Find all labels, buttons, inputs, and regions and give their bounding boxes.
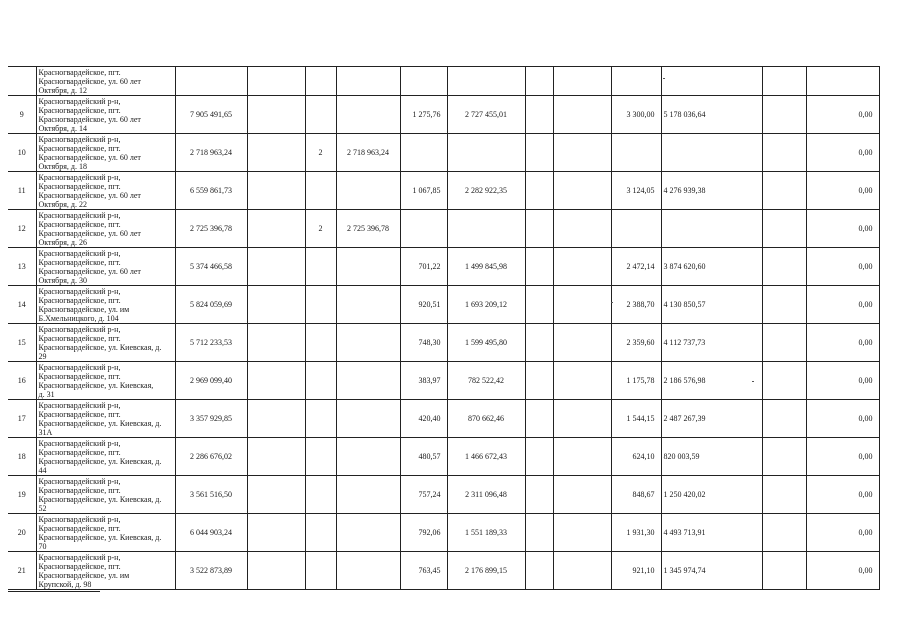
cell-c7: 782 522,42 bbox=[447, 362, 525, 400]
cell-total: 2 725 396,78 bbox=[175, 210, 247, 248]
cell-c4: 2 bbox=[305, 134, 336, 172]
cell-c5 bbox=[336, 248, 400, 286]
cell-c12 bbox=[762, 210, 806, 248]
cell-c4 bbox=[305, 476, 336, 514]
cell-last: 0,00 bbox=[806, 248, 879, 286]
cell-c9 bbox=[553, 362, 611, 400]
table-body bbox=[8, 67, 879, 590]
cell-c10: 848,67 bbox=[611, 476, 661, 514]
cell-c5 bbox=[336, 552, 400, 590]
cell-last: 0,00 bbox=[806, 400, 879, 438]
address-line: Октября, д. 12 bbox=[38, 86, 87, 95]
cell-last: 0,00 bbox=[806, 96, 879, 134]
address-line: Красногвардейское, пгт. bbox=[38, 258, 121, 267]
table-row bbox=[8, 324, 879, 362]
cell-c4 bbox=[305, 67, 336, 96]
address-cell bbox=[36, 552, 175, 590]
address-line: Красногвардейское, ул. Киевская, д. bbox=[38, 343, 162, 352]
address-line: Красногвардейский р-н, bbox=[38, 97, 121, 106]
cell-c11: 4 276 939,38 bbox=[661, 172, 762, 210]
cell-last: 0,00 bbox=[806, 324, 879, 362]
cell-c9 bbox=[553, 476, 611, 514]
cell-c10: 624,10 bbox=[611, 438, 661, 476]
address-line: Красногвардейское, ул. Киевская, д. bbox=[38, 419, 162, 428]
cell-c3 bbox=[247, 400, 305, 438]
cell-c8 bbox=[525, 248, 553, 286]
cell-c4: 2 bbox=[305, 210, 336, 248]
address-line: Красногвардейское, пгт. bbox=[38, 106, 121, 115]
cell-total: 5 712 233,53 bbox=[175, 324, 247, 362]
address-line: 31А bbox=[38, 428, 53, 437]
cell-c5: 2 718 963,24 bbox=[336, 134, 400, 172]
row-number: 18 bbox=[8, 438, 36, 476]
cell-c11: 1 250 420,02 bbox=[661, 476, 762, 514]
address-line: Красногвардейское, пгт. bbox=[38, 524, 121, 533]
address-line: Октября, д. 30 bbox=[38, 276, 87, 285]
cell-c6 bbox=[400, 134, 447, 172]
cell-last: 0,00 bbox=[806, 172, 879, 210]
table-row bbox=[8, 172, 879, 210]
cell-c3 bbox=[247, 210, 305, 248]
address-line: Крупской, д. 98 bbox=[38, 580, 92, 589]
address-line: Октября, д. 22 bbox=[38, 200, 87, 209]
cell-c7: 1 499 845,98 bbox=[447, 248, 525, 286]
table-row bbox=[8, 96, 879, 134]
address-line: Б.Хмельницкого, д. 104 bbox=[38, 314, 119, 323]
row-number: 21 bbox=[8, 552, 36, 590]
cell-c10: 2 359,60 bbox=[611, 324, 661, 362]
cell-c4 bbox=[305, 286, 336, 324]
cell-c11: 820 003,59 bbox=[661, 438, 762, 476]
address-line: Красногвардейский р-н, bbox=[38, 477, 121, 486]
cell-c9 bbox=[553, 96, 611, 134]
row-number: 9 bbox=[8, 96, 36, 134]
address-line: Красногвардейское, ул. 60 лет bbox=[38, 115, 141, 124]
cell-c7: 2 176 899,15 bbox=[447, 552, 525, 590]
address-cell bbox=[36, 362, 175, 400]
cell-c6: 1 067,85 bbox=[400, 172, 447, 210]
row-number: 20 bbox=[8, 514, 36, 552]
cell-c7: 2 282 922,35 bbox=[447, 172, 525, 210]
address-line: Красногвардейский р-н, bbox=[38, 363, 121, 372]
cell-c5 bbox=[336, 286, 400, 324]
cell-total: 6 559 861,73 bbox=[175, 172, 247, 210]
cell-c6: 763,45 bbox=[400, 552, 447, 590]
cell-last: 0,00 bbox=[806, 514, 879, 552]
scan-speck bbox=[663, 78, 665, 79]
table-row bbox=[8, 400, 879, 438]
address-line: Красногвардейское, ул. 60 лет bbox=[38, 153, 141, 162]
cell-c7 bbox=[447, 210, 525, 248]
cell-c10: 3 124,05 bbox=[611, 172, 661, 210]
cell-c3 bbox=[247, 286, 305, 324]
cell-total: 5 824 059,69 bbox=[175, 286, 247, 324]
cell-c8 bbox=[525, 400, 553, 438]
cell-total: 2 718 963,24 bbox=[175, 134, 247, 172]
address-line: Красногвардейское, пгт. bbox=[38, 410, 121, 419]
cell-c4 bbox=[305, 514, 336, 552]
address-cell bbox=[36, 514, 175, 552]
row-number: 16 bbox=[8, 362, 36, 400]
cell-last: 0,00 bbox=[806, 552, 879, 590]
cell-c12 bbox=[762, 514, 806, 552]
cell-c12 bbox=[762, 248, 806, 286]
address-cell bbox=[36, 210, 175, 248]
address-line: Красногвардейское, ул. Киевская, д. bbox=[38, 495, 162, 504]
address-line: Красногвардейское, ул. Киевская, д. bbox=[38, 457, 162, 466]
address-line: Красногвардейское, ул. 60 лет bbox=[38, 267, 141, 276]
cell-c6: 748,30 bbox=[400, 324, 447, 362]
table-row bbox=[8, 210, 879, 248]
cell-c3 bbox=[247, 324, 305, 362]
cell-c8 bbox=[525, 286, 553, 324]
cell-total: 3 561 516,50 bbox=[175, 476, 247, 514]
cell-c11: 3 874 620,60 bbox=[661, 248, 762, 286]
cell-c6: 920,51 bbox=[400, 286, 447, 324]
cell-c4 bbox=[305, 172, 336, 210]
cell-c3 bbox=[247, 362, 305, 400]
cell-c6: 1 275,76 bbox=[400, 96, 447, 134]
cell-c6 bbox=[400, 67, 447, 96]
address-cell bbox=[36, 438, 175, 476]
cell-c9 bbox=[553, 172, 611, 210]
address-line: Октября, д. 14 bbox=[38, 124, 87, 133]
cell-c4 bbox=[305, 400, 336, 438]
cell-c12 bbox=[762, 67, 806, 96]
cell-c3 bbox=[247, 476, 305, 514]
cell-c12 bbox=[762, 324, 806, 362]
cell-c9 bbox=[553, 248, 611, 286]
table-row bbox=[8, 438, 879, 476]
address-line: Красногвардейское, пгт. bbox=[38, 562, 121, 571]
cell-c12 bbox=[762, 96, 806, 134]
address-line: Красногвардейское, пгт. bbox=[38, 144, 121, 153]
cell-total: 7 905 491,65 bbox=[175, 96, 247, 134]
cell-c10: 1 544,15 bbox=[611, 400, 661, 438]
cell-c10: 1 175,78 bbox=[611, 362, 661, 400]
cell-c7: 1 551 189,33 bbox=[447, 514, 525, 552]
cell-c11 bbox=[661, 210, 762, 248]
cell-c9 bbox=[553, 324, 611, 362]
cell-c11: 4 112 737,73 bbox=[661, 324, 762, 362]
cell-c6: 383,97 bbox=[400, 362, 447, 400]
cell-c9 bbox=[553, 286, 611, 324]
cell-c10: 1 931,30 bbox=[611, 514, 661, 552]
address-line: Красногвардейское, пгт. bbox=[38, 372, 121, 381]
cell-c3 bbox=[247, 438, 305, 476]
table-row bbox=[8, 286, 879, 324]
cell-c5 bbox=[336, 438, 400, 476]
row-number: 15 bbox=[8, 324, 36, 362]
address-line: Красногвардейское, ул. им bbox=[38, 571, 130, 580]
cell-c10: 2 388,70 bbox=[611, 286, 661, 324]
cell-c5 bbox=[336, 96, 400, 134]
row-number: 12 bbox=[8, 210, 36, 248]
table-row bbox=[8, 514, 879, 552]
cell-c4 bbox=[305, 552, 336, 590]
cell-c12 bbox=[762, 172, 806, 210]
cell-c12 bbox=[762, 552, 806, 590]
cell-c9 bbox=[553, 552, 611, 590]
address-line: 29 bbox=[38, 352, 47, 361]
cell-c12 bbox=[762, 476, 806, 514]
cell-total: 5 374 466,58 bbox=[175, 248, 247, 286]
cell-c3 bbox=[247, 67, 305, 96]
address-line: Красногвардейский р-н, bbox=[38, 173, 121, 182]
address-line: Красногвардейское, пгт. bbox=[38, 486, 121, 495]
row-number: 19 bbox=[8, 476, 36, 514]
cell-c7: 1 693 209,12 bbox=[447, 286, 525, 324]
cell-c8 bbox=[525, 362, 553, 400]
table-row bbox=[8, 476, 879, 514]
cell-c8 bbox=[525, 438, 553, 476]
row-number: 10 bbox=[8, 134, 36, 172]
cell-total: 6 044 903,24 bbox=[175, 514, 247, 552]
cell-c5 bbox=[336, 172, 400, 210]
cell-c9 bbox=[553, 400, 611, 438]
cell-c11: 2 186 576,98 bbox=[661, 362, 762, 400]
cell-c7: 870 662,46 bbox=[447, 400, 525, 438]
cell-c7: 2 311 096,48 bbox=[447, 476, 525, 514]
cell-total: 3 522 873,89 bbox=[175, 552, 247, 590]
cell-total: 3 357 929,85 bbox=[175, 400, 247, 438]
cell-c4 bbox=[305, 324, 336, 362]
cell-c5 bbox=[336, 67, 400, 96]
address-line: Красногвардейский р-н, bbox=[38, 515, 121, 524]
cell-c7: 1 599 495,80 bbox=[447, 324, 525, 362]
cell-c8 bbox=[525, 552, 553, 590]
cell-c11: 5 178 036,64 bbox=[661, 96, 762, 134]
cell-last: 0,00 bbox=[806, 134, 879, 172]
address-line: Красногвардейский р-н, bbox=[38, 325, 121, 334]
cell-c7: 2 727 455,01 bbox=[447, 96, 525, 134]
repair-cost-table bbox=[8, 66, 880, 590]
cell-c12 bbox=[762, 134, 806, 172]
cell-c8 bbox=[525, 210, 553, 248]
cell-c10: 2 472,14 bbox=[611, 248, 661, 286]
cell-c9 bbox=[553, 438, 611, 476]
row-number bbox=[8, 67, 36, 96]
cell-c8 bbox=[525, 67, 553, 96]
address-line: Красногвардейский р-н, bbox=[38, 553, 121, 562]
cell-last: 0,00 bbox=[806, 210, 879, 248]
cell-c10 bbox=[611, 134, 661, 172]
cell-c6 bbox=[400, 210, 447, 248]
row-number: 13 bbox=[8, 248, 36, 286]
address-cell bbox=[36, 324, 175, 362]
row-number: 11 bbox=[8, 172, 36, 210]
cell-c7 bbox=[447, 134, 525, 172]
address-cell bbox=[36, 476, 175, 514]
cell-last bbox=[806, 67, 879, 96]
cell-c3 bbox=[247, 552, 305, 590]
address-cell bbox=[36, 67, 175, 96]
address-line: Красногвардейское, пгт. bbox=[38, 296, 121, 305]
address-line: Красногвардейское, пгт. bbox=[38, 68, 121, 77]
address-line: Октября, д. 26 bbox=[38, 238, 87, 247]
address-cell bbox=[36, 286, 175, 324]
cell-c7: 1 466 672,43 bbox=[447, 438, 525, 476]
cell-c5 bbox=[336, 362, 400, 400]
cell-c12 bbox=[762, 438, 806, 476]
cell-c8 bbox=[525, 96, 553, 134]
cell-total: 2 286 676,02 bbox=[175, 438, 247, 476]
cell-c10: 3 300,00 bbox=[611, 96, 661, 134]
cell-c9 bbox=[553, 514, 611, 552]
address-line: Красногвардейское, пгт. bbox=[38, 220, 121, 229]
cell-c6: 420,40 bbox=[400, 400, 447, 438]
address-cell bbox=[36, 400, 175, 438]
address-line: Красногвардейское, ул. 60 лет bbox=[38, 191, 141, 200]
cell-c3 bbox=[247, 134, 305, 172]
cell-c12 bbox=[762, 362, 806, 400]
address-line: Красногвардейский р-н, bbox=[38, 401, 121, 410]
cell-c4 bbox=[305, 362, 336, 400]
address-line: Октября, д. 18 bbox=[38, 162, 87, 171]
cell-c10: 921,10 bbox=[611, 552, 661, 590]
cell-c9 bbox=[553, 210, 611, 248]
cell-c3 bbox=[247, 514, 305, 552]
cell-c11: 4 493 713,91 bbox=[661, 514, 762, 552]
address-line: Красногвардейский р-н, bbox=[38, 135, 121, 144]
cell-c5 bbox=[336, 400, 400, 438]
address-line: Красногвардейское, ул. им bbox=[38, 305, 130, 314]
cell-c11: 2 487 267,39 bbox=[661, 400, 762, 438]
address-line: Красногвардейское, пгт. bbox=[38, 334, 121, 343]
cell-c12 bbox=[762, 286, 806, 324]
cell-c10 bbox=[611, 210, 661, 248]
address-line: Красногвардейское, ул. 60 лет bbox=[38, 77, 141, 86]
cell-c11: 4 130 850,57 bbox=[661, 286, 762, 324]
row-number: 14 bbox=[8, 286, 36, 324]
scan-speck bbox=[752, 381, 754, 382]
cell-last: 0,00 bbox=[806, 438, 879, 476]
address-line: Красногвардейское, пгт. bbox=[38, 182, 121, 191]
cell-c9 bbox=[553, 67, 611, 96]
scan-speck bbox=[611, 302, 613, 303]
address-line: 44 bbox=[38, 466, 47, 475]
cell-c11 bbox=[661, 67, 762, 96]
cell-c10 bbox=[611, 67, 661, 96]
signature-line bbox=[8, 591, 100, 592]
address-line: Красногвардейский р-н, bbox=[38, 439, 121, 448]
cell-c3 bbox=[247, 96, 305, 134]
cell-c5 bbox=[336, 476, 400, 514]
cell-c12 bbox=[762, 400, 806, 438]
cell-last: 0,00 bbox=[806, 286, 879, 324]
cell-c6: 480,57 bbox=[400, 438, 447, 476]
address-line: Красногвардейский р-н, bbox=[38, 211, 121, 220]
address-cell bbox=[36, 134, 175, 172]
cell-c6: 792,06 bbox=[400, 514, 447, 552]
address-line: 52 bbox=[38, 504, 47, 513]
cell-c6: 701,22 bbox=[400, 248, 447, 286]
address-line: Красногвардейское, ул. Киевская, д. bbox=[38, 533, 162, 542]
cell-c3 bbox=[247, 248, 305, 286]
cell-c6: 757,24 bbox=[400, 476, 447, 514]
address-cell bbox=[36, 96, 175, 134]
address-cell bbox=[36, 248, 175, 286]
table-row bbox=[8, 134, 879, 172]
cell-c8 bbox=[525, 134, 553, 172]
cell-total bbox=[175, 67, 247, 96]
address-line: Красногвардейское, ул. Киевская, bbox=[38, 381, 154, 390]
cell-c5 bbox=[336, 514, 400, 552]
cell-c5 bbox=[336, 324, 400, 362]
cell-c8 bbox=[525, 172, 553, 210]
cell-c11 bbox=[661, 134, 762, 172]
table-row bbox=[8, 248, 879, 286]
cell-c8 bbox=[525, 476, 553, 514]
cell-total: 2 969 099,40 bbox=[175, 362, 247, 400]
cell-c11: 1 345 974,74 bbox=[661, 552, 762, 590]
cell-last: 0,00 bbox=[806, 476, 879, 514]
address-line: Красногвардейское, ул. 60 лет bbox=[38, 229, 141, 238]
address-line: Красногвардейский р-н, bbox=[38, 287, 121, 296]
cell-c8 bbox=[525, 514, 553, 552]
cell-last: 0,00 bbox=[806, 362, 879, 400]
cell-c8 bbox=[525, 324, 553, 362]
table-row bbox=[8, 552, 879, 590]
address-line: Красногвардейский р-н, bbox=[38, 249, 121, 258]
table-row bbox=[8, 362, 879, 400]
address-line: 70 bbox=[38, 542, 47, 551]
cell-c5: 2 725 396,78 bbox=[336, 210, 400, 248]
address-line: д. 31 bbox=[38, 390, 55, 399]
address-cell bbox=[36, 172, 175, 210]
cell-c4 bbox=[305, 438, 336, 476]
cell-c9 bbox=[553, 134, 611, 172]
address-line: Красногвардейское, пгт. bbox=[38, 448, 121, 457]
cell-c4 bbox=[305, 96, 336, 134]
cell-c7 bbox=[447, 67, 525, 96]
table-row bbox=[8, 67, 879, 96]
cell-c3 bbox=[247, 172, 305, 210]
cell-c4 bbox=[305, 248, 336, 286]
row-number: 17 bbox=[8, 400, 36, 438]
